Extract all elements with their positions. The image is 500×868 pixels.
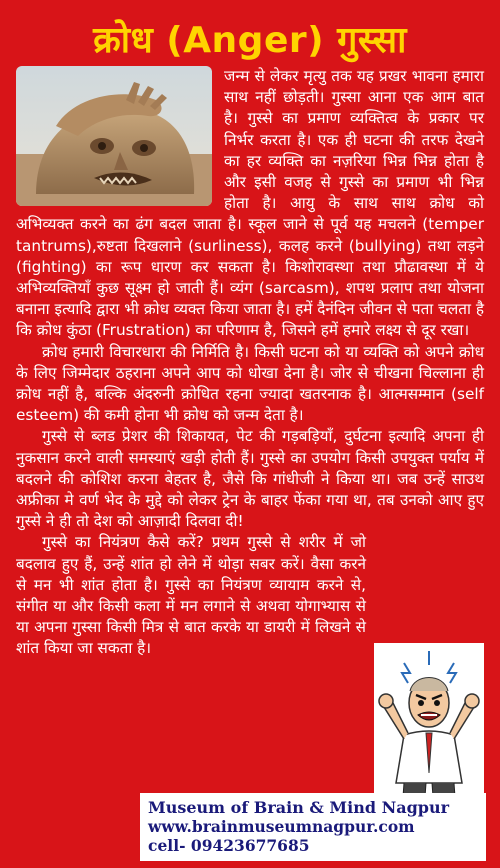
- paragraph-4: गुस्से का नियंत्रण कैसे करें? प्रथम गुस्से से शरीर में जो बदलाव हुए हैं, उन्हें शांत हो लेने में थोड़ा सबर करें। वैसा करने से मन भी शांत होता है। गुस्से का नियंत्रण व्यायाम करने से, संगीत या और किसी कला में मन लगाने से अथवा योगाभ्यास से या अपना गुस्सा किसी मित्र से बात करके या डायरी में लिखने से शांत किया जा सकता है।: [16, 533, 366, 658]
- footer-contact-box: [140, 793, 486, 861]
- footer-org-name: Museum of Brain & Mind Nagpur: [148, 798, 450, 817]
- paragraph-2: क्रोध हमारी विचारधारा की निर्मिति है। किसी घटना को या व्यक्ति को अपने क्रोध के लिए जिम्मेदार ठहराना अपने आप को धोखा देना है। जोर से चीखना चिल्लाना ही क्रोध नहीं है, बल्कि अंदरुनी क्रोधित रहना ज्यादा खतरनाक है। आत्मसम्मान (self esteem) की कमी होना भी क्रोध को जन्म देता है।: [16, 342, 484, 425]
- footer-website[interactable]: www.brainmuseumnagpur.com: [148, 817, 415, 836]
- paragraph-1: जन्म से लेकर मृत्यु तक यह प्रखर भावना हमारा साथ नहीं छोड़ती। गुस्सा आना एक आम बात है। गुस्से का प्रमाण व्यक्तित्व के प्रकार पर निर्भर करता है। एक ही घटना की तरफ देखने का हर व्यक्ति का नज़रिया भिन्न भिन्न होता है और इसी वजह से गुस्से का प्रमाण भी भिन्न होता है। आयु के साथ साथ क्रोध को अभिव्यक्त करने का ढंग बदल जाता है। स्कूल जाने से पूर्व यह मचलने (temper tantrums),रुष्टता दिखलाने (surliness), कलह करने (bullying) तथा लड़ने (fighting) का रूप धारण कर सकता है। किशोरावस्था तथा प्रौढावस्था में ये अभिव्यक्तियाँ कुछ सूक्ष्म हो जाती हैं। व्यंग (sarcasm), शपथ प्रलाप तथा योजना बनाना इत्यादि द्वारा भी क्रोध व्यक्त किया जाता है। हमें दैनंदिन जीवन से पता चलता है कि क्रोध कुंठा (Frustration) का परिणाम है, जिसने हमें हमारे लक्ष्य से दूर रखा।: [16, 67, 484, 340]
- paragraph-3: गुस्से से ब्लड प्रेशर की शिकायत, पेट की गड़बड़ियाँ, दुर्घटना इत्यादि अपना ही नुकसान करने वाली समस्याएं खड़ी होती हैं। गुस्से का उपयोग किसी उपयुक्त पर्याय में बदलने की कोशिश करना बेहतर है, जैसे कि गांधीजी ने किया था। जब उन्हें साउथ अफ्रीका मे वर्ण भेद के मुद्दे को लेकर ट्रेन के बाहर फेंका गया था, तब उनको आए हुए गुस्से ने ही तो देश को आज़ादी दिलवा दी!: [16, 427, 484, 531]
- sand-sculpture-face-photo: [16, 66, 212, 206]
- angry-man-cartoon: [374, 643, 484, 815]
- footer-phone: cell- 09423677685: [148, 836, 310, 855]
- page-title: क्रोध (Anger) गुस्सा: [93, 20, 407, 61]
